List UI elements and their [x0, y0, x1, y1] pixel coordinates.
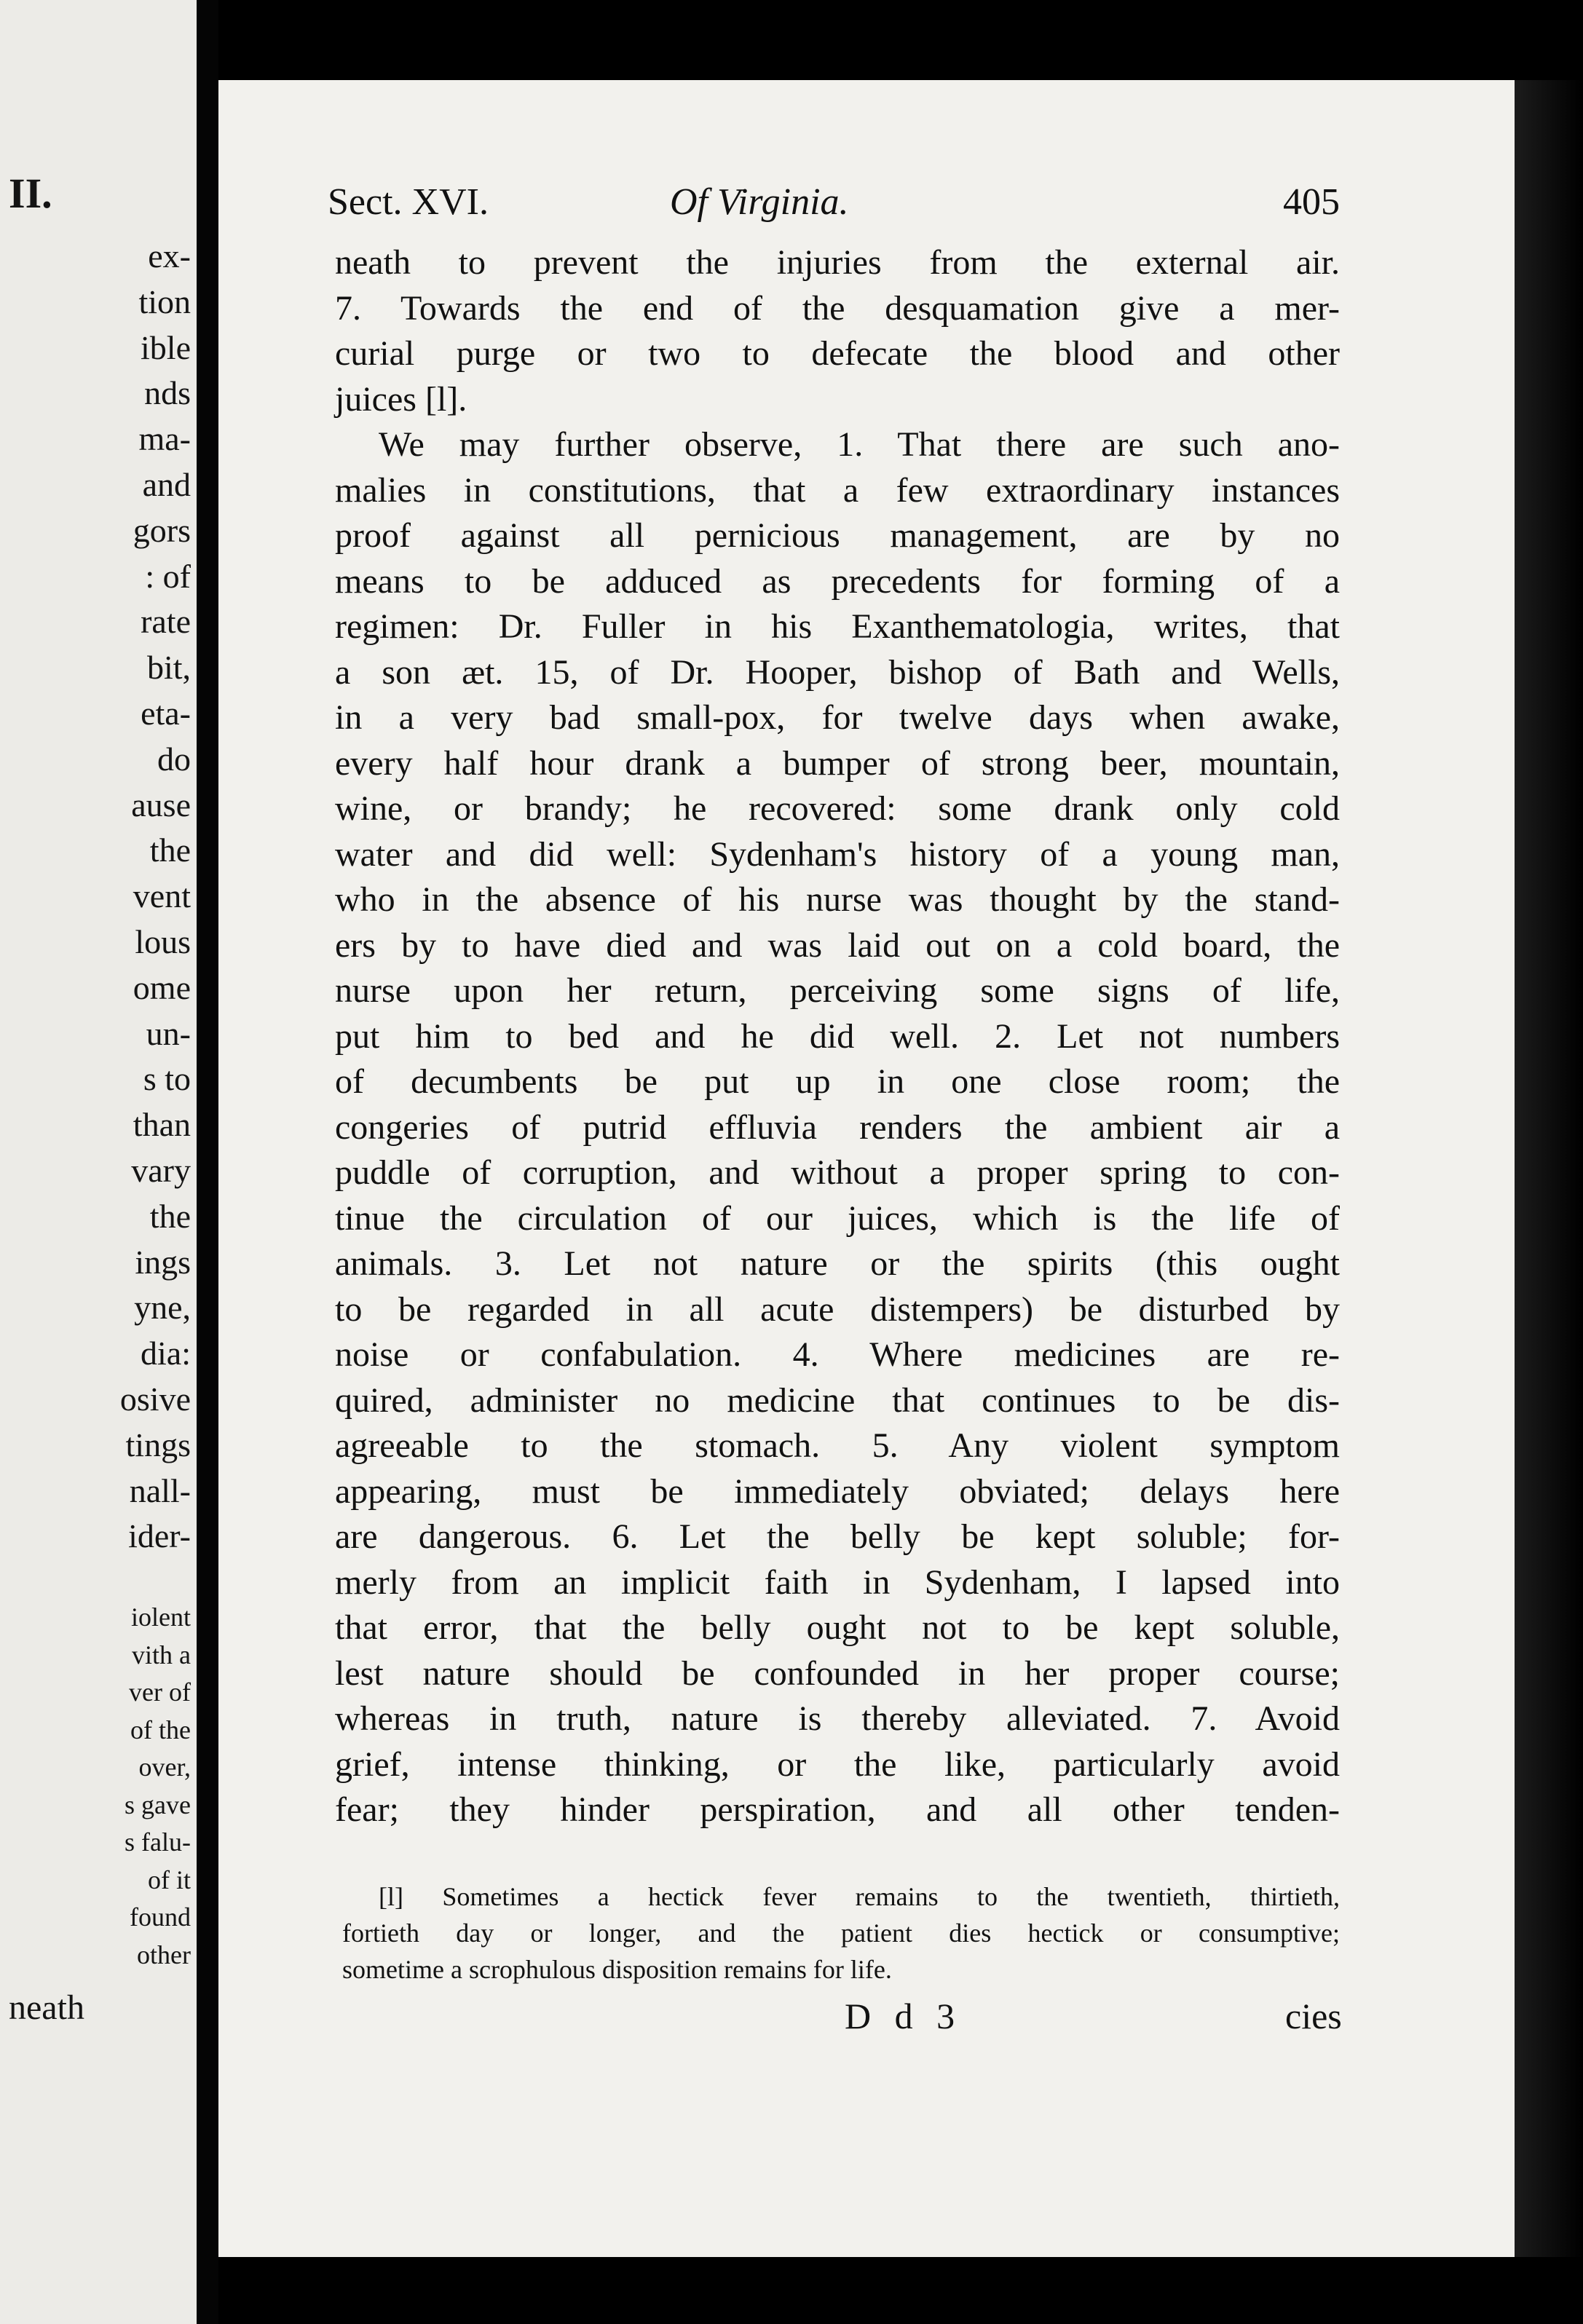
- text-line: tinue the circulation of our juices, which is the life of: [335, 1198, 1340, 1238]
- left-page-fragment: of it: [148, 1865, 191, 1894]
- left-page-fragment: ause: [131, 786, 191, 823]
- left-page-fragment: yne,: [134, 1289, 191, 1327]
- text-line: fear; they hinder perspiration, and all other tenden-: [335, 1790, 1340, 1829]
- left-page-fragment: lous: [135, 923, 191, 960]
- page-number: 405: [1283, 181, 1340, 223]
- text-line: whereas in truth, nature is thereby alleviated. 7. Avoid: [335, 1699, 1340, 1738]
- text-line: a son æt. 15, of Dr. Hooper, bishop of Bath and Wells,: [335, 652, 1340, 692]
- text-line: noise or confabulation. 4. Where medicines are re-: [335, 1335, 1340, 1374]
- left-page-fragment: ex-: [148, 237, 191, 274]
- text-line: proof against all pernicious management, are by no: [335, 516, 1340, 555]
- text-line: grief, intense thinking, or the like, particularly avoid: [335, 1744, 1340, 1784]
- left-page-fragment: nds: [144, 374, 191, 412]
- text-line: in a very bad small-pox, for twelve days when awake,: [335, 698, 1340, 737]
- left-page-fragment: ings: [135, 1243, 191, 1281]
- footnote-line: [l] Sometimes a hectick fever remains to the twentieth, thirtieth,: [379, 1882, 1340, 1911]
- left-page-fragment: vith a: [132, 1640, 191, 1669]
- left-page-fragment: : of: [145, 557, 191, 595]
- left-page-fragment: the: [149, 831, 191, 869]
- left-page-fragment: rate: [141, 603, 191, 641]
- text-line: of decumbents be put up in one close room; the: [335, 1062, 1340, 1101]
- section-label: Sect. XVI.: [328, 181, 489, 223]
- left-page-fragment: nall-: [129, 1471, 191, 1509]
- left-page-fragment: tion: [138, 282, 191, 320]
- text-line: water and did well: Sydenham's history of a young man,: [335, 834, 1340, 874]
- left-page-fragment: tings: [125, 1426, 191, 1463]
- running-header: [328, 181, 1340, 239]
- text-line: lest nature should be confounded in her proper course;: [335, 1653, 1340, 1693]
- text-line: to be regarded in all acute distempers) be disturbed by: [335, 1289, 1340, 1329]
- text-line: We may further observe, 1. That there are such ano-: [379, 425, 1340, 464]
- left-page-fragment: ible: [141, 328, 191, 366]
- left-page-fragment: ma-: [138, 420, 191, 458]
- left-page-fragment: s to: [143, 1060, 191, 1098]
- text-line: curial purge or two to defecate the blood and other: [335, 334, 1340, 373]
- left-page-fragment: gors: [133, 511, 191, 549]
- text-line: merly from an implicit faith in Sydenham, I lapsed into: [335, 1562, 1340, 1602]
- text-line: nurse upon her return, perceiving some signs of life,: [335, 971, 1340, 1010]
- text-line: puddle of corruption, and without a proper spring to con-: [335, 1153, 1340, 1192]
- text-line: neath to prevent the injuries from the external air.: [335, 243, 1340, 282]
- right-page-shadow: [1515, 80, 1583, 2257]
- book-gutter: [197, 0, 218, 2324]
- left-page-fragment: vent: [133, 877, 191, 915]
- footnote-line: sometime a scrophulous disposition remains for life.: [342, 1955, 892, 1984]
- text-line: who in the absence of his nurse was thought by the stand-: [335, 880, 1340, 919]
- left-page-edge: [0, 0, 197, 2324]
- text-line: animals. 3. Let not nature or the spirits (this ought: [335, 1244, 1340, 1283]
- left-page-fragment: over,: [138, 1752, 191, 1782]
- footnote-line: fortieth day or longer, and the patient dies hectick or consumptive;: [342, 1918, 1340, 1948]
- running-title: Of Virginia.: [670, 181, 849, 223]
- text-line: ers by to have died and was laid out on a cold board, the: [335, 925, 1340, 965]
- left-page-fragment: eta-: [141, 695, 191, 732]
- text-line: appearing, must be immediately obviated; delays here: [335, 1471, 1340, 1511]
- left-page-fragment: dia:: [141, 1335, 191, 1372]
- left-page-fragment: s gave: [125, 1790, 191, 1819]
- text-line: are dangerous. 6. Let the belly be kept soluble; for-: [335, 1517, 1340, 1556]
- left-page-fragment: ver of: [129, 1677, 191, 1707]
- left-page-fragment: vary: [131, 1152, 191, 1189]
- left-page-fragment: ider-: [128, 1517, 191, 1555]
- text-line: agreeable to the stomach. 5. Any violent symptom: [335, 1426, 1340, 1465]
- left-page-fragment: and: [142, 466, 191, 503]
- catchword: cies: [1285, 1996, 1342, 2036]
- left-page-fragment: other: [137, 1940, 191, 1969]
- text-line: every half hour drank a bumper of strong beer, mountain,: [335, 743, 1340, 783]
- left-page-fragment: the: [149, 1197, 191, 1235]
- left-page-fragment: iolent: [131, 1602, 191, 1632]
- left-page-fragment: found: [130, 1902, 191, 1932]
- body-text: [335, 240, 1340, 1833]
- text-line: means to be adduced as precedents for forming of a: [335, 561, 1340, 601]
- text-line: regimen: Dr. Fuller in his Exanthematologia, writes, that: [335, 607, 1340, 646]
- text-line: put him to bed and he did well. 2. Let not numbers: [335, 1016, 1340, 1056]
- left-page-fragment: of the: [130, 1715, 191, 1744]
- left-page-fragment: do: [157, 740, 191, 778]
- signature-mark: D d 3: [845, 1996, 963, 2036]
- left-page-fragment: s falu-: [125, 1827, 191, 1857]
- footnote: [342, 1878, 1340, 1988]
- left-page-fragment: than: [133, 1106, 191, 1144]
- left-page-fragment: II.: [9, 170, 52, 217]
- text-line: 7. Towards the end of the desquamation give a mer-: [335, 288, 1340, 328]
- text-line: malies in constitutions, that a few extraordinary instances: [335, 470, 1340, 510]
- text-line: juices [l].: [335, 379, 467, 419]
- left-page-fragment: un-: [146, 1014, 191, 1052]
- text-line: that error, that the belly ought not to be kept soluble,: [335, 1608, 1340, 1647]
- left-page-fragment: ome: [133, 968, 191, 1006]
- text-line: wine, or brandy; he recovered: some drank only cold: [335, 789, 1340, 828]
- text-line: quired, administer no medicine that continues to be dis-: [335, 1380, 1340, 1420]
- left-page-fragment: osive: [119, 1380, 191, 1418]
- left-page-fragment: neath: [9, 1988, 84, 2027]
- text-line: congeries of putrid effluvia renders the ambient air a: [335, 1107, 1340, 1147]
- left-page-fragment: bit,: [146, 649, 191, 687]
